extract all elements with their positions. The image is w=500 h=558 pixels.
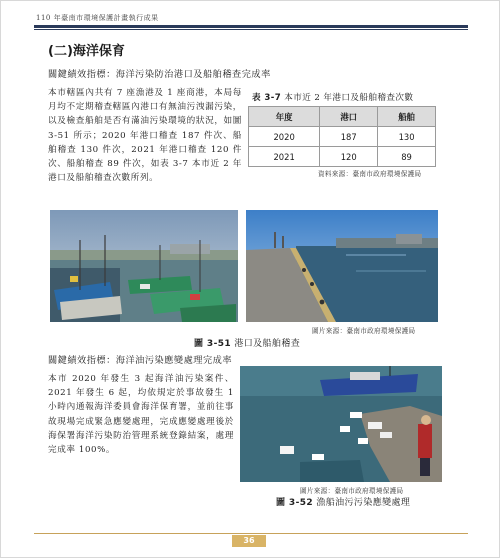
table-header-cell: 船舶 [378, 107, 436, 127]
table-row [249, 147, 436, 167]
table-cell: 120 [320, 147, 378, 167]
kpi-heading-oil-response: 關鍵績效指標：海洋油污染應變處理完成率 [48, 355, 233, 366]
table-cell: 89 [378, 147, 436, 167]
harbor-boats-photo [50, 210, 238, 322]
fig52-caption-text: 漁船油污污染應變處理 [316, 498, 411, 508]
table-caption-text: 本市近 2 年港口及船舶稽查次數 [284, 93, 414, 103]
fig51-caption-text: 港口及船舶稽查 [234, 339, 301, 349]
paragraph-inspection: 本市轄區內共有 7 座漁港及 1 座商港，本局每月均不定期稽查轄區內港口有無油污洩漏污染，以及檢查船舶是否有滿油污染環境的狀況，如圖 3-51 所示；2020 年港口稽查 187 件次、船舶稽查 130 件次，2021 年港口稽查 120 件次、船舶稽查 89 件次，如表 3-7 本市近 2 年港口及船舶稽查次數所列。 [48, 88, 242, 184]
fig51-label: 圖 3-51 [194, 339, 232, 349]
table-row [249, 127, 436, 147]
table-cell: 2021 [249, 147, 320, 167]
paragraph-oil-response: 本市 2020 年發生 3 起海洋油污染案件、2021 年發生 6 起，均依規定於事故發生 1 小時內通報海洋委員會海洋保育署，並前往事故現場完成緊急應變處理，完成應變處理後於海保署海洋污染防治管理系統登錄結案，處理完成率 100%。 [48, 374, 234, 456]
page-number: 36 [232, 535, 266, 547]
table-header-cell: 港口 [320, 107, 378, 127]
table-cell: 130 [378, 127, 436, 147]
kpi-heading-inspection: 關鍵績效指標：海洋污染防治港口及船舶稽查完成率 [48, 69, 271, 80]
table-header-row [249, 107, 436, 127]
pier-inspection-photo [246, 210, 438, 322]
harbor-boats-illustration [50, 210, 238, 322]
fig52-label: 圖 3-52 [276, 498, 314, 508]
inspection-table [248, 106, 436, 167]
table-cell: 187 [320, 127, 378, 147]
fig52-caption [276, 495, 410, 508]
header-rule-thick [34, 25, 468, 28]
table-header-cell: 年度 [249, 107, 320, 127]
table-caption-label: 表 3-7 [252, 93, 282, 103]
oil-spill-response-photo [240, 366, 442, 482]
header-rule-thin [34, 29, 468, 30]
fig51-source: 圖片來源：臺南市政府環境保護局 [312, 327, 416, 335]
section-title: (二)海洋保育 [48, 44, 125, 59]
footer-rule [34, 533, 468, 534]
fig51-caption [194, 336, 300, 349]
table-caption [252, 91, 413, 103]
oil-spill-illustration [240, 366, 442, 482]
fig52-source: 圖片來源：臺南市政府環境保護局 [300, 487, 404, 495]
running-header: 110 年臺南市環境保護計畫執行成果 [36, 14, 159, 22]
table-cell: 2020 [249, 127, 320, 147]
pier-illustration [246, 210, 438, 322]
table-source: 資料來源：臺南市政府環境保護局 [318, 170, 422, 178]
